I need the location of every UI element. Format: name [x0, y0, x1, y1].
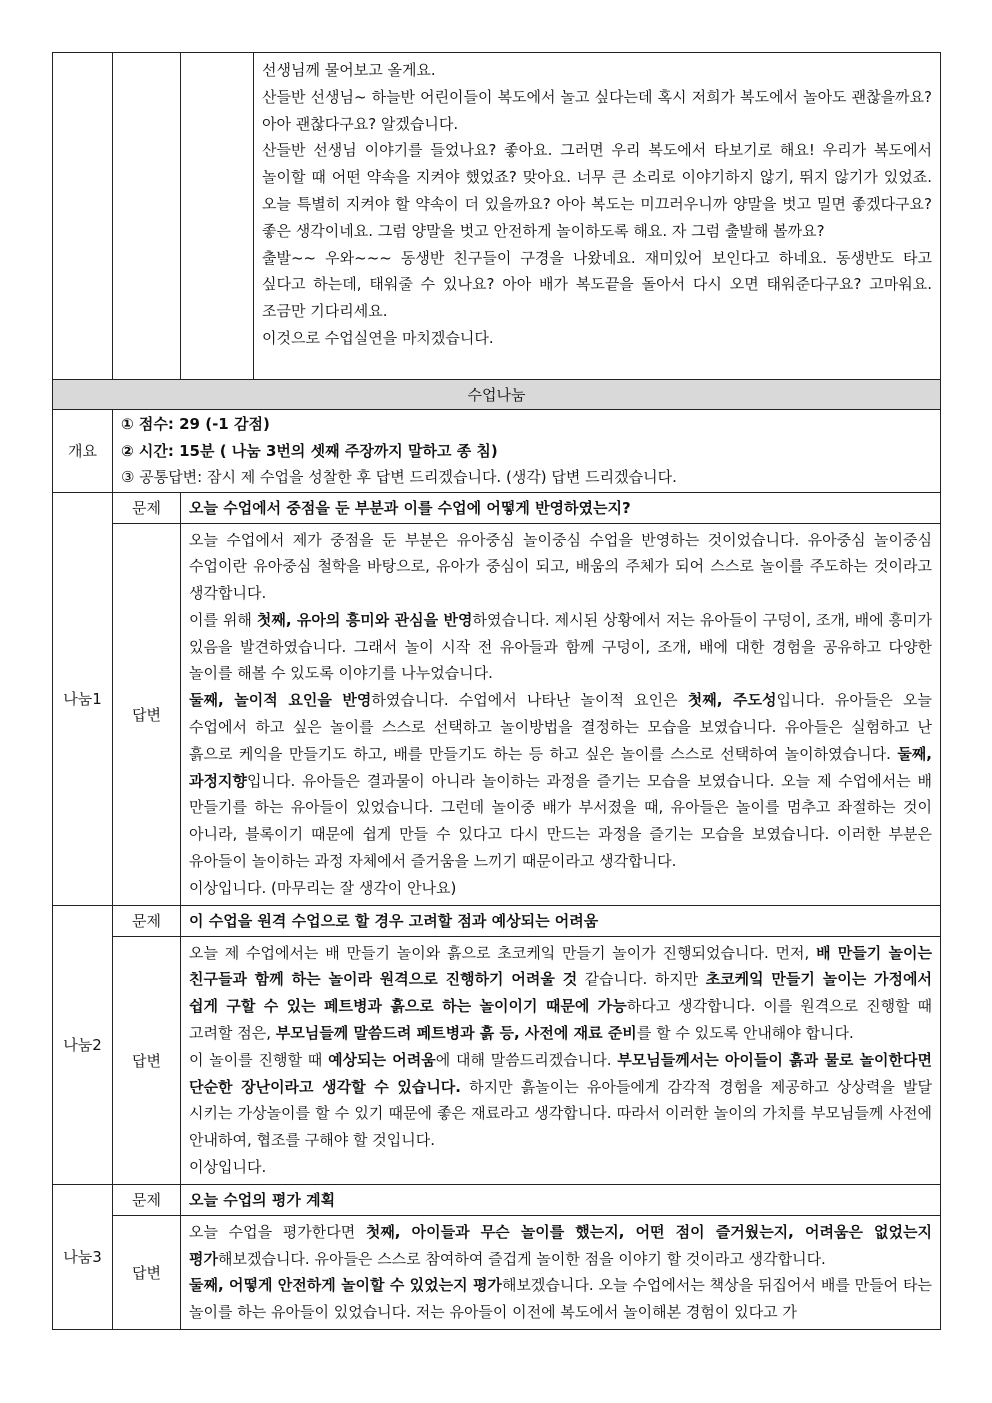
share1-answer	[181, 523, 941, 905]
share2-paragraph-1: 오늘 제 수업에서는 배 만들기 놀이와 흙으로 초코케잌 만들기 놀이가 진행되었습니다. 먼저, 배 만들기 놀이는 친구들과 함께 하는 놀이라 원격으로 진행하기 어려울 것 같습니다. 하지만 초코케잌 만들기 놀이는 가정에서 쉽게 구할 수 있는 페트병과 흙으로 하는 놀이이기 때문에 가능하다고 생각합니다. 이를 원격으로 진행할 때 고려할 점은, 부모님들께 말씀드려 페트병과 흙 등, 사전에 재료 준비를 할 수 있도록 안내해야 합니다.	[189, 943, 932, 1043]
section-title: 수업나눔	[53, 380, 941, 410]
overview-content	[113, 410, 941, 493]
share2-label: 나눔2	[53, 905, 113, 1184]
overview-score: ① 점수: 29 (-1 감점)	[121, 415, 270, 433]
share3-answer-row	[53, 1215, 941, 1329]
share2-answer-row	[53, 936, 941, 1184]
question-label: 문제	[113, 905, 181, 936]
roleplay-paragraph: 선생님께 물어보고 올게요.	[262, 61, 436, 79]
share1-paragraph-3: 둘째, 놀이적 요인을 반영하였습니다. 수업에서 나타난 놀이적 요인은 첫째, 주도성입니다. 유아들은 오늘 수업에서 하고 싶은 놀이를 스스로 선택하고 놀이방법을 결정하는 모습을 보였습니다. 유아들은 실험하고 난 흙으로 케익을 만들기도 하고, 배를 만들기도 하는 등 하고 싶은 놀이를 스스로 선택하여 놀이하였습니다. 둘째, 과정지향입니다. 유아들은 결과물이 아니라 놀이하는 과정을 즐기는 모습을 보였습니다. 오늘 제 수업에서는 배 만들기를 하는 유아들이 있었습니다. 그런데 놀이중 배가 부서졌을 때, 유아들은 놀이를 멈추고 좌절하는 것이 아니라, 블록이기 때문에 쉽게 만들 수 있다고 다시 만드는 과정을 즐기는 모습을 보였습니다. 이러한 부분은 유아들이 놀이하는 과정 자체에서 즐거움을 느끼기 때문이라고 생각합니다.	[189, 691, 933, 871]
question-label: 문제	[113, 492, 181, 523]
roleplay-col2	[113, 53, 181, 380]
lesson-table	[52, 52, 941, 1330]
share3-paragraph-2: 둘째, 어떻게 안전하게 놀이할 수 있었는지 평가해보겠습니다. 오늘 수업에서는 책상을 뒤집어서 배를 만들어 타는 놀이를 하는 유아들이 있었습니다. 저는 유아들이 이전에 복도에서 놀이해본 경험이 있다고 가	[189, 1276, 932, 1322]
overview-row	[53, 410, 941, 493]
share3-paragraph-1: 오늘 수업을 평가한다면 첫째, 아이들과 무슨 놀이를 했는지, 어떤 점이 즐거웠는지, 어려움은 없었는지 평가해보겠습니다. 유아들은 스스로 참여하여 즐겁게 놀이한 점을 이야기 할 것이라고 생각합니다.	[189, 1222, 932, 1268]
share1-label: 나눔1	[53, 492, 113, 905]
document-page	[52, 52, 940, 1330]
overview-label: 개요	[53, 410, 113, 493]
share2-answer	[181, 936, 941, 1184]
roleplay-col1	[53, 53, 113, 380]
share2-paragraph-2: 이 놀이를 진행할 때 예상되는 어려움에 대해 말씀드리겠습니다. 부모님들께서는 아이들이 흙과 물로 놀이한다면 단순한 장난이라고 생각할 수 있습니다. 하지만 흙놀이는 유아들에게 감각적 경험을 제공하고 상상력을 발달 시키는 가상놀이를 할 수 있기 때문에 좋은 재료라고 생각합니다. 따라서 이러한 놀이의 가치를 부모님들께 사전에 안내하여, 협조를 구해야 할 것입니다.	[189, 1050, 932, 1150]
share1-question: 오늘 수업에서 중점을 둔 부분과 이를 수업에 어떻게 반영하였는지?	[181, 492, 941, 523]
roleplay-paragraph: 산들반 선생님~ 하늘반 어린이들이 복도에서 놀고 싶다는데 혹시 저희가 복도에서 놀아도 괜찮을까요? 아아 괜찮다구요? 알겠습니다.	[262, 87, 932, 133]
share2-question-row	[53, 905, 941, 936]
overview-common: ③ 공통답변: 잠시 제 수업을 성찰한 후 답변 드리겠습니다. (생각) 답변 드리겠습니다.	[121, 468, 677, 486]
share2-question: 이 수업을 원격 수업으로 할 경우 고려할 점과 예상되는 어려움	[181, 905, 941, 936]
share3-question: 오늘 수업의 평가 계획	[181, 1184, 941, 1215]
share3-label: 나눔3	[53, 1184, 113, 1329]
roleplay-text	[254, 53, 941, 380]
share1-paragraph-2: 이를 위해 첫째, 유아의 흥미와 관심을 반영하였습니다. 제시된 상황에서 저는 유아들이 구덩이, 조개, 배에 흥미가 있음을 발견하였습니다. 그래서 놀이 시작 전 유아들과 함께 구덩이, 조개, 배에 대한 경험을 공유하고 다양한 놀이를 해볼 수 있도록 이야기를 나누었습니다.	[189, 610, 933, 683]
answer-label: 답변	[113, 1215, 181, 1329]
question-label: 문제	[113, 1184, 181, 1215]
roleplay-paragraph: 이것으로 수업실연을 마치겠습니다.	[262, 328, 494, 347]
share1-question-row	[53, 492, 941, 523]
roleplay-row	[53, 53, 941, 380]
share1-paragraph-4: 이상입니다. (마무리는 잘 생각이 안나요)	[189, 878, 457, 897]
roleplay-paragraph: 출발~~ 우와~~~ 동생반 친구들이 구경을 나왔네요. 재미있어 보인다고 하네요. 동생반도 타고 싶다고 하는데, 태워줄 수 있나요? 아아 배가 복도끝을 돌아서 다시 오면 태워준다구요? 고마워요. 조금만 기다리세요.	[262, 248, 932, 321]
share3-question-row	[53, 1184, 941, 1215]
roleplay-col3	[181, 53, 254, 380]
share1-answer-row	[53, 523, 941, 905]
answer-label: 답변	[113, 936, 181, 1184]
answer-label: 답변	[113, 523, 181, 905]
share2-paragraph-3: 이상입니다.	[189, 1158, 267, 1177]
share1-paragraph-1: 오늘 수업에서 제가 중점을 둔 부분은 유아중심 놀이중심 수업을 반영하는 것이었습니다. 유아중심 놀이중심 수업이란 유아중심 철학을 바탕으로, 유아가 중심이 되고, 배움의 주체가 되어 스스로 놀이를 주도하는 것이라고 생각합니다.	[189, 530, 932, 603]
share3-answer	[181, 1215, 941, 1329]
roleplay-paragraph: 산들반 선생님 이야기를 들었나요? 좋아요. 그러면 우리 복도에서 타보기로 해요! 우리가 복도에서 놀이할 때 어떤 약속을 지켜야 했었죠? 맞아요. 너무 큰 소리로 이야기하지 않기, 뛰지 않기가 있었죠. 오늘 특별히 지켜야 할 약속이 더 있을까요? 아아 복도는 미끄러우니까 양말을 벗고 밀면 좋겠다구요? 좋은 생각이네요. 그럼 양말을 벗고 안전하게 놀이하도록 해요. 자 그럼 출발해 볼까요?	[262, 141, 932, 240]
overview-time: ② 시간: 15분 ( 나눔 3번의 셋째 주장까지 말하고 종 침)	[121, 441, 498, 460]
